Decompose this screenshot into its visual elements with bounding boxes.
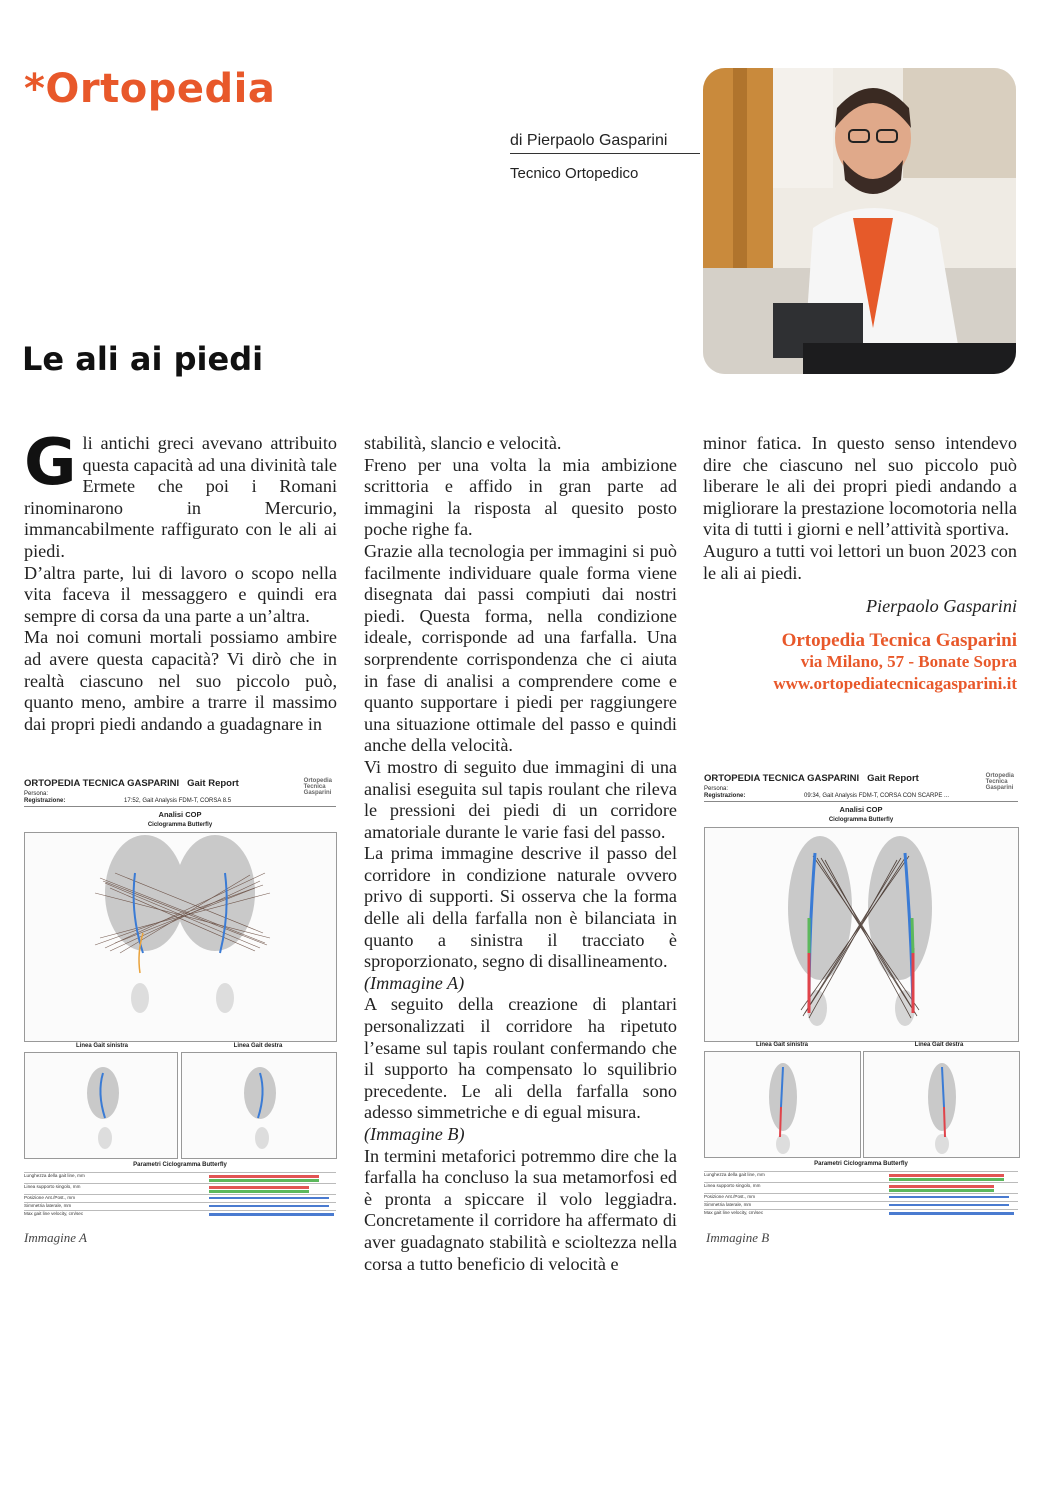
report-type: Gait Report bbox=[867, 773, 919, 784]
section-title: *Ortopedia bbox=[24, 66, 276, 112]
report-section-title: Analisi COP bbox=[158, 810, 202, 819]
persona-label: Persona: bbox=[24, 791, 49, 797]
params-title: Parametri Ciclogramma Butterfly bbox=[814, 1161, 908, 1167]
paragraph: Ma noi comuni mortali possiamo ambire ad avere questa capacità? Vi dirò che in realtà ciascuno nel suo piccolo può, quanto meno, ambire a trarre il massimo dai propri piedi andando a guadagnare in bbox=[24, 627, 337, 734]
params-row bbox=[704, 1182, 1018, 1193]
article-column-2 bbox=[364, 433, 677, 1275]
params-row bbox=[704, 1193, 1018, 1201]
param-label: Max gait line velocity, cm/sec bbox=[704, 1210, 764, 1215]
registrazione-label: Registrazione: bbox=[24, 798, 66, 804]
report-subsection-title: Ciclogramma Butterfly bbox=[828, 817, 894, 823]
paragraph: D’altra parte, lui di lavoro o scopo nella vita faceva il messaggero e quindi era sempre di corsa da una parte a un’altra. bbox=[24, 562, 337, 626]
report-type: Gait Report bbox=[187, 778, 239, 789]
report-divider bbox=[704, 801, 1018, 802]
butterfly-plot bbox=[24, 832, 337, 1042]
gait-report-b bbox=[704, 765, 1018, 1222]
params-row bbox=[704, 1201, 1018, 1209]
report-logo bbox=[986, 773, 1014, 791]
right-gait-plot bbox=[181, 1052, 337, 1159]
logo-line: Gasparini bbox=[985, 785, 1014, 791]
author-role: Tecnico Ortopedico bbox=[510, 165, 639, 182]
persona-label: Persona: bbox=[704, 786, 729, 792]
params-row bbox=[24, 1183, 336, 1194]
params-row bbox=[24, 1172, 336, 1183]
report-header bbox=[704, 773, 919, 784]
paragraph: A seguito della creazione di plantari personalizzati il corridore ha ripetuto l’esame sul tapis roulant confermando che il supporto ha compensato lo squilibrio precedente. Le ali della farfalla sono adesso simmetriche e di egual misura. bbox=[364, 994, 677, 1123]
param-label: Linea supporto singolo, mm bbox=[704, 1183, 761, 1188]
registrazione-value: 17:52, Gait Analysis FDM-T, CORSA 8.5 bbox=[124, 798, 232, 804]
params-row bbox=[24, 1210, 336, 1218]
param-label: Lunghezza della gait line, mm bbox=[704, 1172, 765, 1177]
params-table bbox=[24, 1172, 336, 1220]
report-header bbox=[24, 778, 239, 789]
report-section-title: Analisi COP bbox=[839, 805, 883, 814]
param-label: Simmetria laterale, mm bbox=[24, 1203, 72, 1208]
article-column-3 bbox=[703, 433, 1017, 695]
paragraph: stabilità, slancio e velocità. bbox=[364, 433, 562, 453]
params-row bbox=[24, 1202, 336, 1210]
signature: Pierpaolo Gasparini bbox=[865, 596, 1017, 617]
right-gait-label: Linea Gait destra bbox=[233, 1043, 283, 1049]
logo-line: Tecnica bbox=[985, 779, 1008, 785]
byline-divider bbox=[510, 153, 700, 154]
params-row bbox=[24, 1194, 336, 1202]
report-company: ORTOPEDIA TECNICA GASPARINI bbox=[704, 773, 860, 784]
param-label: Simmetria laterale, mm bbox=[704, 1202, 752, 1207]
right-gait-label: Linea Gait destra bbox=[914, 1042, 964, 1048]
left-gait-label: Linea Gait sinistra bbox=[755, 1042, 809, 1048]
image-reference: (Immagine A) bbox=[364, 972, 465, 993]
param-label: Linea supporto singolo, mm bbox=[24, 1184, 81, 1189]
report-subsection-title: Ciclogramma Butterfly bbox=[147, 822, 213, 828]
registrazione-label: Registrazione: bbox=[704, 793, 746, 799]
author-byline: di Pierpaolo Gasparini bbox=[510, 132, 668, 149]
param-label: Max gait line velocity, cm/sec bbox=[24, 1211, 84, 1216]
params-title: Parametri Ciclogramma Butterfly bbox=[133, 1162, 227, 1168]
paragraph: Freno per una volta la mia ambizione scrittoria e affido in gran parte ad immagini la risposta al quesito posto poche righe fa. bbox=[364, 454, 677, 540]
image-b-caption: Immagine B bbox=[706, 1230, 770, 1245]
params-row bbox=[704, 1171, 1018, 1182]
paragraph: Auguro a tutti voi lettori un buon 2023 con le ali ai piedi. bbox=[703, 540, 1017, 583]
right-gait-plot bbox=[863, 1051, 1020, 1158]
left-gait-plot bbox=[24, 1052, 178, 1159]
left-gait-plot bbox=[704, 1051, 861, 1158]
contact-block bbox=[703, 630, 1017, 695]
logo-line: Tecnica bbox=[303, 784, 326, 790]
report-company: ORTOPEDIA TECNICA GASPARINI bbox=[24, 778, 180, 789]
param-label: Lunghezza della gait line, mm bbox=[24, 1173, 85, 1178]
company-address: via Milano, 57 - Bonate Sopra bbox=[800, 652, 1017, 672]
paragraph: li antichi greci avevano attribuito questa capacità ad una divinità tale Ermete che poi i Romani rinominarono in Mercurio, immancabilmente raffigurato con le ali ai piedi. bbox=[24, 433, 337, 561]
gait-report-a bbox=[24, 770, 336, 1222]
image-reference: (Immagine B) bbox=[364, 1124, 465, 1144]
paragraph: In termini metaforici potremmo dire che la farfalla ha concluso la sua metamorfosi ed è pronta a spiccare il volo leggiadra. Concretamente il corridore ha affermato di aver guadagnato stabilità e scioltezza nella corsa a tutto beneficio di velocità e bbox=[364, 1145, 677, 1274]
report-divider bbox=[24, 806, 336, 807]
butterfly-plot bbox=[704, 827, 1019, 1042]
article-title: Le ali ai piedi bbox=[22, 340, 264, 378]
paragraph: Vi mostro di seguito due immagini di una analisi eseguita sul tapis roulant che rileva le pressioni dei piedi di un corridore amatoriale durante le varie fasi del passo. bbox=[364, 756, 677, 842]
logo-line: Gasparini bbox=[303, 790, 332, 796]
drop-cap: G bbox=[24, 426, 77, 500]
param-label: Posizione Ant./Post., mm bbox=[24, 1195, 76, 1200]
report-logo bbox=[304, 778, 332, 796]
paragraph: La prima immagine descrive il passo del corridore in condizione naturale ovvero privo di supporti. Si osserva che la forma delle ali della farfalla non è bilanciata in quanto a sinistra il tracciato è sproporzionato, segno di disallineamento. bbox=[364, 843, 677, 972]
params-row bbox=[704, 1209, 1018, 1217]
left-gait-label: Linea Gait sinistra bbox=[75, 1043, 129, 1049]
image-a-caption: Immagine A bbox=[24, 1230, 87, 1245]
logo-line: Ortopedia bbox=[303, 778, 332, 784]
paragraph: minor fatica. In questo senso intendevo dire che ciascuno nel suo piccolo può liberare le ali dei propri piedi andando a migliorare la prestazione locomotoria nella vita di tutti i giorni e nell’attività sportiva. bbox=[703, 433, 1017, 540]
paragraph: Grazie alla tecnologia per immagini si può facilmente individuare quale forma viene disegnata dai passi compiuti dai nostri piedi. Questa forma, nella condizione ideale, corrisponde ad una farfalla. Una sorprendente corrispondenza che ci aiuta in fase di analisi a comprendere come e quanto supportare i piedi per raggiungere una situazione ottimale del passo e quindi anche della velocità. bbox=[364, 540, 677, 756]
logo-line: Ortopedia bbox=[985, 773, 1014, 779]
article-column-1 bbox=[24, 426, 337, 735]
company-name: Ortopedia Tecnica Gasparini bbox=[781, 629, 1017, 651]
company-website: www.ortopediatecnicagasparini.it bbox=[773, 673, 1017, 693]
registrazione-value: 09:34, Gait Analysis FDM-T, CORSA CON SCARPE ... bbox=[804, 793, 950, 799]
param-label: Posizione Ant./Post., mm bbox=[704, 1194, 756, 1199]
params-table bbox=[704, 1171, 1018, 1219]
author-photo bbox=[703, 68, 1016, 374]
